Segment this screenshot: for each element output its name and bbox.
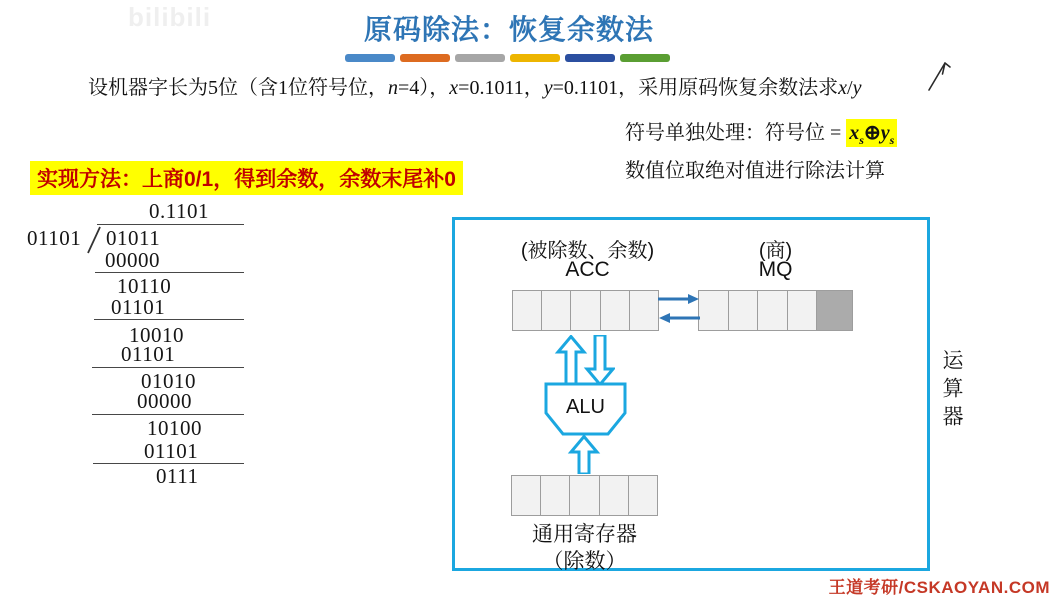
remainder: 0111 [156,464,199,488]
formula-y-sub: s [889,133,895,147]
problem-text: / [847,77,853,99]
sign-xor-formula [846,119,897,147]
accent-bar [510,54,560,62]
quotient: 0.1101 [149,199,209,223]
brand-watermark: 王道考研/CSKAOYAN.COM [828,578,1050,597]
division-step: 01101 [144,439,199,463]
acc-mq-transfer-arrows [658,292,700,330]
formula-x-sub: s [859,133,864,147]
arithmetic-unit-label: 运算器 [940,349,963,433]
dividend: 01011 [106,226,161,250]
mq-register-label: MQ [758,258,793,281]
division-bracket [86,226,102,254]
problem-statement [88,71,862,100]
acc-alu-block-arrows [553,335,615,386]
formula-x: x [849,122,860,144]
var-n: n [388,77,398,99]
bilibili-watermark: bilibili [128,2,212,32]
general-purpose-register [511,475,658,516]
problem-text: =0.1011， [458,77,544,99]
var-x: x [449,77,459,99]
alu-label: ALU [566,396,605,418]
up-block-arrow [571,437,597,475]
gpr-cell [569,475,599,516]
xor-symbol: ⊕ [863,122,881,144]
division-step: 10100 [147,416,202,440]
gpr-divisor-caption: （除数） [542,550,627,573]
mq-register [698,290,853,331]
arrow-left-head [659,313,670,323]
method-note: 实现方法：上商0/1，得到余数，余数末尾补0 [30,161,463,195]
gpr-cell [599,475,629,516]
arithmetic-unit-box [452,217,930,571]
acc-cell [541,290,571,331]
mq-cell [787,290,818,331]
gpr-caption: 通用寄存器 [532,523,637,546]
accent-bar [565,54,615,62]
gpr-cell [540,475,570,516]
mq-cell [698,290,729,331]
problem-text: =4）， [398,77,450,99]
title-underline-bars [345,54,670,62]
sign-rule-prefix: 符号单独处理：符号位 = [625,122,847,144]
gpr-cell [628,475,658,516]
division-line [92,367,244,368]
arrow-right-head [688,294,699,304]
divisor: 01101 [27,226,82,250]
problem-text: 设机器字长为5位（含1位符号位， [88,77,388,99]
mq-caption: (商) [758,240,793,262]
accent-bar [620,54,670,62]
division-step: 10010 [129,323,184,347]
division-step: 00000 [105,248,160,272]
accent-bar [400,54,450,62]
acc-cell [629,290,659,331]
up-block-arrow [558,337,584,387]
mq-shaded-cell [816,290,853,331]
problem-text: =0.1101，采用原码恢复余数法求 [552,77,839,99]
var-y: y [543,77,553,99]
pen-cursor-icon [924,56,952,94]
division-step: 01101 [111,295,166,319]
acc-cell [570,290,600,331]
sign-rule-line [625,116,897,148]
magnitude-rule-line: 数值位取绝对值进行除法计算 [625,160,885,182]
division-step: 00000 [137,389,192,413]
mq-cell [728,290,759,331]
acc-register [512,290,659,331]
division-line [94,319,244,320]
formula-y: y [880,122,890,144]
down-block-arrow [587,335,613,385]
var-x: x [838,77,848,99]
acc-cell [600,290,630,331]
var-y: y [852,77,862,99]
gpr-cell [511,475,541,516]
division-step: 10110 [117,274,172,298]
division-line [95,272,244,273]
accent-bar [455,54,505,62]
acc-register-label: ACC [565,258,610,281]
division-line [92,414,244,415]
division-step: 01010 [141,369,196,393]
acc-caption: (被除数、余数) [520,240,655,262]
mq-cell [757,290,788,331]
page-title: 原码除法：恢复余数法 [363,14,654,45]
gpr-alu-block-arrow [566,435,602,474]
accent-bar [345,54,395,62]
division-step: 01101 [121,342,176,366]
division-line [97,224,244,225]
acc-cell [512,290,542,331]
